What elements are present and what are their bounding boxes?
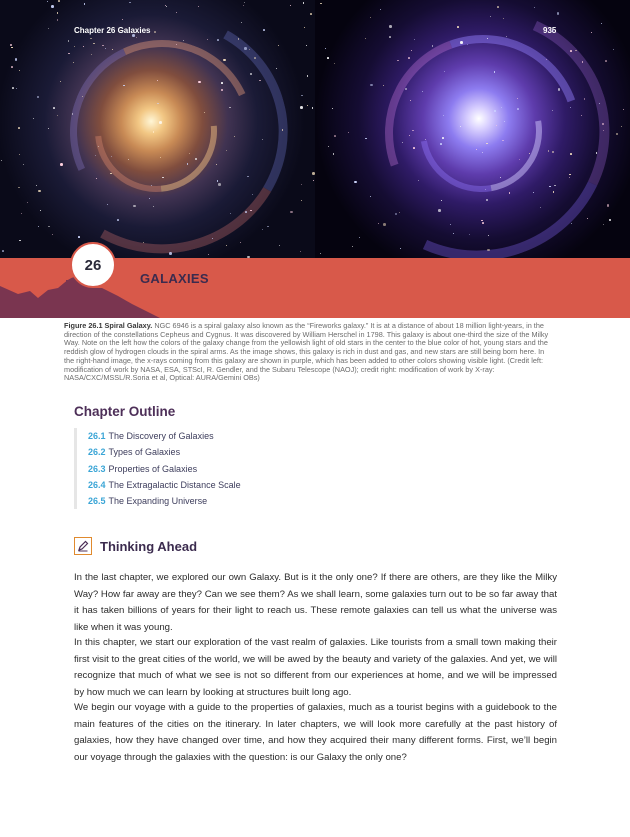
star-dot [502,140,504,142]
star-dot [117,219,119,221]
outline-item-label: The Expanding Universe [108,496,208,507]
star-dot [332,108,333,109]
star-dot [122,19,123,20]
running-head: Chapter 26 Galaxies [74,26,151,35]
star-dot [72,113,74,115]
outline-item[interactable] [88,477,388,493]
star-dot [111,156,112,157]
star-dot [300,251,301,252]
star-dot [603,130,604,131]
star-dot [245,211,247,213]
star-dot [325,48,326,49]
star-dot [151,185,152,186]
star-dot [540,207,541,208]
star-dot [494,71,496,73]
star-dot [48,128,49,129]
star-dot [549,186,551,188]
star-dot [482,222,484,224]
star-dot [432,45,434,47]
star-dot [460,41,463,44]
star-dot [509,192,511,194]
star-dot [36,185,37,186]
star-dot [68,40,70,42]
star-dot [365,138,367,140]
star-dot [438,209,441,212]
star-dot [2,250,4,252]
body-paragraph: In this chapter, we start our exploration of the vast realm of galaxies. Like tourists from a small town making their first visit to the great cities of the world, we will be awed by the beauty and variety of the galaxies. And yet, we will recognize that much of what we see is not so different from our experiences at home, and we will be impressed by how much we can learn by looking at structures built long ago. [74,637,557,698]
outline-item-label: Properties of Galaxies [108,463,198,474]
star-dot [154,31,156,33]
star-dot [327,57,329,59]
star-dot [133,205,136,208]
star-dot [591,32,592,33]
star-dot [198,6,199,7]
star-dot [517,108,519,110]
star-dot [503,18,504,19]
outline-item-number: 26.4 [88,479,106,490]
body-paragraph: In the last chapter, we explored our own Galaxy. But is it the only one? If there are others, are they like the Milky Way? How far away are they? Can we see them? As we shall learn, some galaxies turn out to be so far away that it has taken billions of years for their light to reach us. These remote galaxies can tell us what the universe was like when it was young. [74,572,557,633]
outline-item-number: 26.5 [88,496,106,507]
star-dot [389,36,391,38]
star-dot [12,87,14,89]
star-dot [552,110,553,111]
star-dot [440,143,442,145]
figure-label: Figure 26.1 Spiral Galaxy. [64,321,153,330]
star-dot [11,66,13,68]
star-dot [91,54,92,55]
star-dot [504,121,505,122]
star-dot [149,198,150,199]
star-dot [217,39,219,41]
star-dot [226,245,227,246]
star-dot [18,127,20,129]
star-dot [546,59,547,60]
chapter-number-badge: 26 [70,242,116,288]
star-dot [27,202,28,203]
star-dot [310,13,312,15]
star-dot [23,164,24,165]
star-dot [53,107,55,109]
outline-item-label: The Extragalactic Distance Scale [108,479,241,490]
star-dot [90,38,92,40]
star-dot [57,12,59,14]
star-dot [496,125,497,126]
figure-caption-text: NGC 6946 is a spiral galaxy also known as the “Fireworks galaxy.” It is at a distance of about 18 million light-years, in the direction of the constellations Cepheus and Cygnus. It was discovered by William Herschel in 1798. This galaxy is about one-third the size of the Milky Way. Note on the left how the colors of the galaxy change from the yellowish light of old stars in the center to the blue color of hot, young stars and the reddish glow of hydrogen clouds in the spiral arms. As the image shows, this galaxy is rich in dust and gas, and new stars are still being born here. In the right-hand image, the x-rays coming from this galaxy are shown in purple, which has been added to other colors showing visible light. (Credit left: modification of work by NASA, ESA, STScI, R. Gendler, and the Subaru Telescope (NAOJ); credit right: modification of work by X-ray: NASA/CXC/MSSL/R.Soria et al, Optical: AURA/Gemini OBs) [64,321,549,383]
star-dot [408,57,410,59]
star-dot [571,223,572,224]
star-dot [58,0,60,2]
star-dot [348,132,349,133]
page-number: 935 [543,26,557,35]
star-dot [389,25,392,28]
outline-item-number: 26.2 [88,447,106,458]
star-dot [263,29,265,31]
star-dot [159,121,162,124]
star-dot [221,82,223,84]
star-dot [153,131,155,133]
outline-item[interactable] [88,428,388,444]
star-dot [529,153,530,154]
body-paragraph: We begin our voyage with a guide to the properties of galaxies, much as a tourist begins with a guidebook to the main features of the cities on the itinerary. In later chapters, we will look more carefully at the past history of galaxies, how they have changed over time, and how they acquired their many different forms. First, we’ll begin our voyage through the galaxies with the question: is our Galaxy the only one? [74,702,557,763]
star-dot [16,88,17,89]
star-dot [354,181,357,184]
star-dot [254,57,256,59]
outline-item[interactable] [88,493,388,509]
figure-images [0,0,630,258]
star-dot [48,28,49,29]
star-dot [575,50,577,52]
star-dot [334,135,336,137]
star-dot [457,26,459,28]
star-dot [244,47,247,50]
star-dot [301,95,303,97]
star-dot [107,204,108,205]
outline-item-number: 26.3 [88,463,106,474]
star-dot [282,129,284,131]
chapter-outline-list [74,428,388,509]
star-dot [312,172,315,175]
star-dot [378,223,379,224]
star-dot [569,174,571,176]
star-dot [218,183,221,186]
star-dot [110,173,112,175]
star-dot [605,60,607,62]
star-dot [68,53,70,55]
star-dot [247,176,249,178]
star-dot [187,163,189,165]
star-dot [450,224,451,225]
star-dot [60,163,63,166]
chapter-outline-heading: Chapter Outline [74,404,176,419]
star-dot [304,27,305,28]
star-dot [78,236,80,238]
star-dot [487,38,488,39]
galaxy-optical-image [0,0,315,258]
outline-item-label: The Discovery of Galaxies [108,431,214,441]
star-dot [169,252,172,255]
star-dot [300,106,303,109]
star-dot [413,147,415,149]
star-dot [584,98,586,100]
outline-item-number: 26.1 [88,431,106,441]
star-dot [267,226,269,228]
figure-caption [64,322,554,383]
star-dot [570,153,572,155]
star-dot [15,58,18,61]
star-dot [198,81,201,84]
star-dot [51,5,54,8]
star-dot [621,126,623,128]
star-dot [607,204,610,207]
star-dot [48,226,50,228]
outline-item[interactable] [88,444,388,460]
star-dot [442,137,444,139]
star-dot [383,223,386,226]
star-dot [38,190,41,193]
star-dot [238,38,240,40]
outline-item-label: Types of Galaxies [108,447,181,458]
star-dot [557,12,560,15]
thinking-ahead-heading: Thinking Ahead [100,539,198,554]
chapter-title: GALAXIES [140,271,209,286]
star-dot [234,136,235,137]
star-dot [19,70,20,71]
star-dot [497,6,499,8]
star-dot [570,50,572,52]
pencil-icon [74,537,92,555]
star-dot [485,189,486,190]
star-dot [195,158,198,161]
star-dot [582,61,584,63]
outline-item[interactable] [88,461,388,477]
star-dot [230,213,231,214]
star-dot [290,211,293,214]
galaxy-xray-image [315,0,630,258]
star-dot [397,60,399,62]
